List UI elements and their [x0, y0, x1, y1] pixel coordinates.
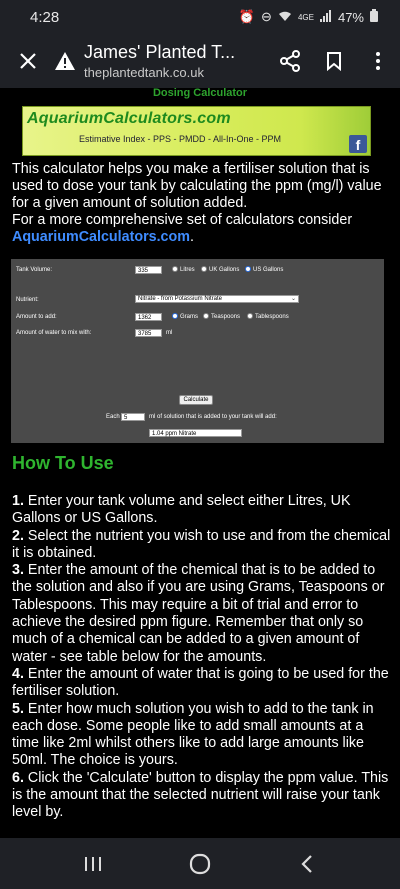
dose-suffix: ml of solution that is added to your tank will add:	[149, 414, 277, 420]
dosing-calculator	[11, 259, 384, 443]
nutrient-value: Nitrate - from Potassium Nitrate	[138, 296, 223, 302]
instruction-step	[12, 666, 394, 701]
step-number: 6.	[12, 769, 24, 786]
tablespoons-radio[interactable]	[247, 313, 253, 319]
how-to-use-heading: How To Use	[12, 453, 114, 473]
status-icons	[239, 9, 378, 25]
uk-gallons-label: UK Gallons	[209, 267, 240, 273]
battery-percent: 47%	[337, 9, 364, 25]
back-icon	[301, 854, 313, 874]
teaspoons-radio[interactable]	[203, 313, 209, 319]
section-heading: Dosing Calculator	[152, 88, 248, 99]
close-tab-button[interactable]	[6, 39, 50, 83]
banner-subtitle: Estimative Index - PPS - PMDD - All-In-One - PPM	[79, 134, 282, 144]
menu-button[interactable]	[356, 39, 400, 83]
bookmark-icon	[326, 51, 342, 71]
amount-label: Amount to add:	[16, 314, 57, 320]
title-block[interactable]	[84, 42, 268, 80]
water-label: Amount of water to mix with:	[16, 330, 92, 336]
recent-apps-button[interactable]	[71, 842, 115, 886]
chevron-down-icon: ⌄	[290, 296, 296, 302]
alarm-icon: ⏰	[238, 9, 256, 24]
step-number: 2.	[12, 527, 24, 544]
wifi-icon	[278, 10, 292, 25]
facebook-icon[interactable]: f	[349, 135, 367, 153]
intro-text	[12, 161, 394, 246]
uk-gallons-radio[interactable]	[201, 266, 207, 272]
step-text: Enter how much solution you wish to add to the tank in each dose. Some people like to add small amounts at a time like 2ml whilst others like to add large amounts like 50ml. The choice is yours.	[12, 700, 374, 769]
step-text: Enter the amount of the chemical that is to be added to the solution and also if you are using Grams, Teaspoons or Tablespoons. This may require a bit of trial and error to achieve the desired ppm figure. Remember that only so much of a chemical can be added to a given amount of water - see table below for the amounts.	[12, 562, 385, 665]
status-bar	[0, 0, 400, 34]
litres-radio[interactable]	[172, 266, 178, 272]
page-content	[0, 88, 400, 838]
instruction-step	[12, 493, 394, 528]
instruction-step	[12, 770, 394, 822]
home-button[interactable]	[178, 842, 222, 886]
tank-volume-label: Tank Volume:	[16, 267, 53, 273]
bookmark-button[interactable]	[312, 39, 356, 83]
back-button[interactable]	[285, 842, 329, 886]
grams-radio[interactable]	[172, 313, 178, 319]
teaspoons-label: Teaspoons	[211, 314, 241, 320]
result-output: 1.04 ppm Nitrate	[149, 429, 242, 437]
grams-label: Grams	[180, 314, 198, 320]
instruction-step	[12, 701, 394, 770]
tablespoons-label: Tablespoons	[255, 314, 289, 320]
warning-icon[interactable]	[54, 51, 76, 71]
intro-paragraph-2: For a more comprehensive set of calculators consider	[12, 212, 353, 228]
step-text: Select the nutrient you wish to use and from the chemical it is obtained.	[12, 527, 391, 561]
page-url: theplantedtank.co.uk	[84, 65, 204, 80]
each-label: Each	[106, 414, 120, 420]
dose-input[interactable]: 5	[121, 413, 145, 421]
battery-icon	[370, 9, 378, 25]
share-button[interactable]	[268, 39, 312, 83]
home-icon	[189, 853, 211, 875]
intro-period: .	[189, 229, 194, 245]
page-title: James' Planted T...	[84, 42, 236, 62]
close-icon	[19, 52, 37, 70]
step-number: 3.	[12, 562, 24, 579]
intro-paragraph: This calculator helps you make a fertiliser solution that is used to dose your tank by calculating the ppm (mg/l) value for a given amount of solution added.	[12, 161, 382, 211]
instructions-list	[12, 493, 394, 822]
status-time: 4:28	[30, 8, 60, 26]
network-type: 4GE	[297, 12, 314, 22]
us-gallons-radio[interactable]	[245, 266, 251, 272]
banner-title: AquariumCalculators.com	[27, 110, 231, 127]
instruction-step	[12, 562, 394, 666]
share-icon	[279, 50, 301, 72]
aquarium-calculators-banner[interactable]	[22, 106, 371, 156]
step-number: 4.	[12, 665, 24, 682]
step-number: 1.	[12, 493, 24, 509]
instruction-step	[12, 528, 394, 563]
system-navigation-bar	[0, 838, 400, 889]
step-text: Click the 'Calculate' button to display the ppm value. This is the amount that the selected nutrient will raise your tank level by.	[12, 769, 389, 821]
water-unit: ml	[166, 330, 173, 336]
amount-input[interactable]: 1362	[135, 313, 162, 321]
us-gallons-label: US Gallons	[253, 267, 284, 273]
step-number: 5.	[12, 700, 24, 717]
water-input[interactable]: 3785	[135, 329, 162, 337]
calculate-button[interactable]: Calculate	[179, 395, 213, 405]
recent-apps-icon	[84, 856, 102, 872]
tank-volume-input[interactable]: 335	[135, 266, 162, 274]
aquarium-calculators-link[interactable]: AquariumCalculators.com	[12, 229, 190, 245]
step-text: Enter the amount of water that is going to be used for the fertiliser solution.	[12, 665, 389, 700]
more-vertical-icon	[375, 51, 381, 71]
litres-label: Litres	[180, 267, 195, 273]
signal-icon	[320, 10, 332, 25]
block-icon: ⊖	[261, 9, 272, 24]
step-text: Enter your tank volume and select either Litres, UK Gallons or US Gallons.	[12, 493, 351, 527]
nutrient-select[interactable]	[135, 295, 299, 303]
browser-toolbar	[0, 34, 400, 88]
nutrient-label: Nutrient:	[16, 297, 39, 303]
